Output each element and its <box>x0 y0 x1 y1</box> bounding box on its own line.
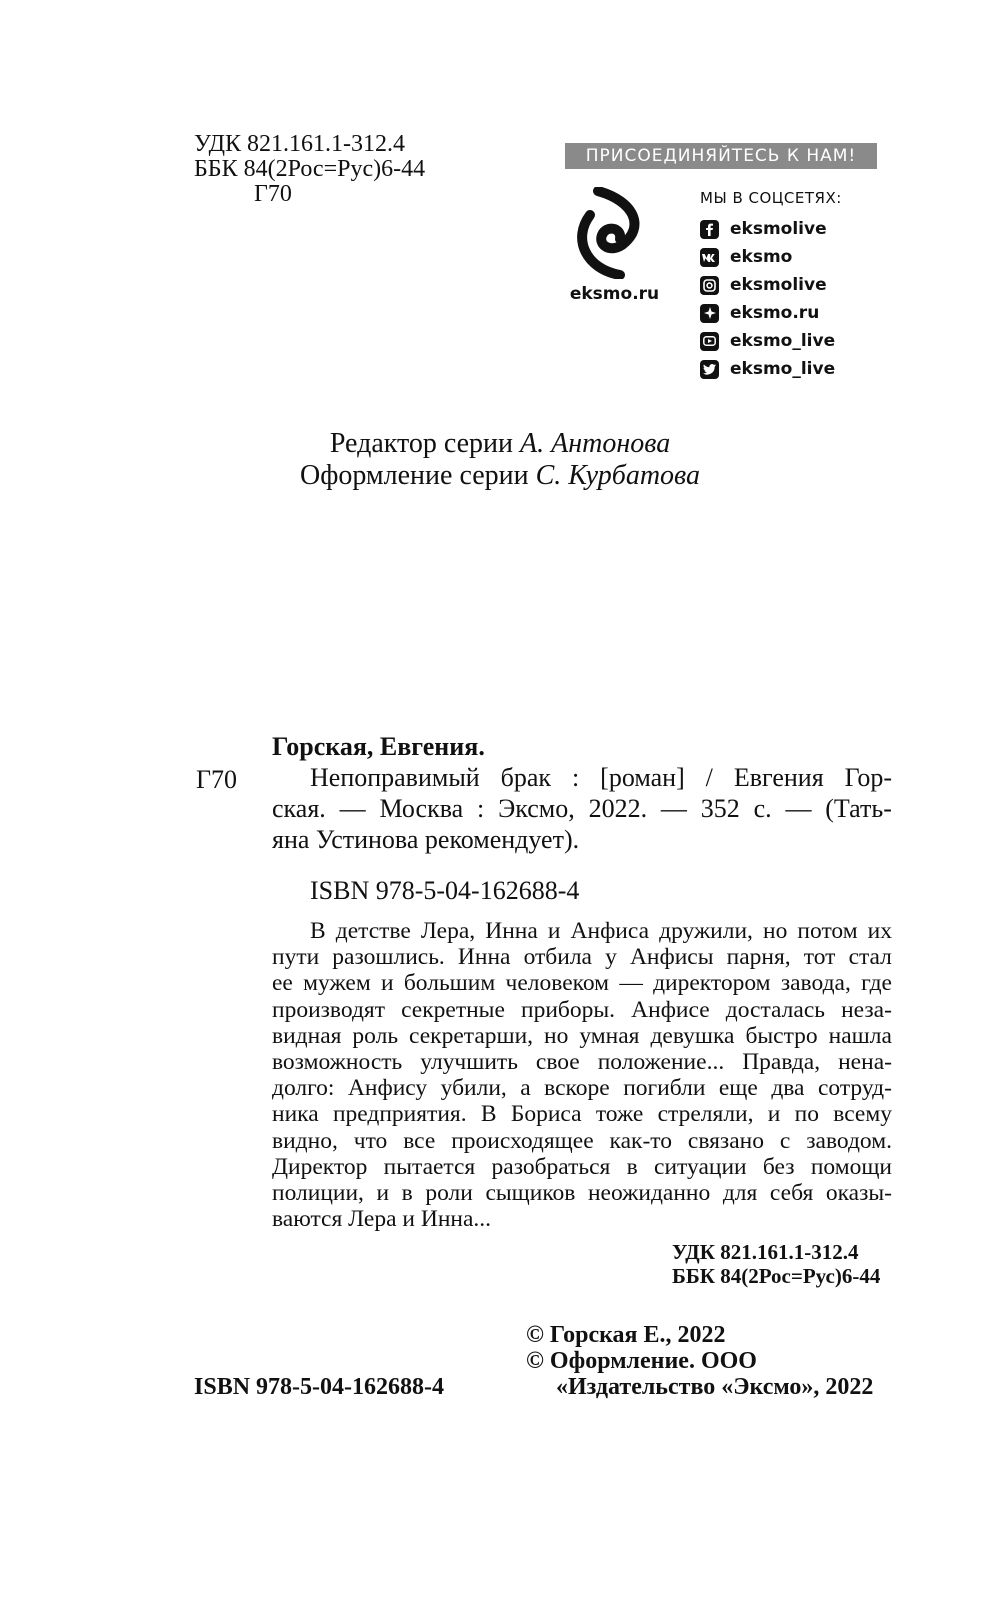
word: В <box>480 1101 497 1128</box>
annotation-line <box>272 918 892 944</box>
word: приборы. <box>521 996 616 1023</box>
word: предприятия. <box>332 1101 467 1128</box>
word: : <box>477 794 485 823</box>
social-item-eksmo[interactable] <box>700 299 835 327</box>
word: в <box>626 1153 638 1180</box>
word: : <box>572 763 580 792</box>
word: помощи <box>810 1153 892 1180</box>
word: у <box>605 944 617 971</box>
word: видно, <box>272 1127 338 1154</box>
word: убили, <box>440 1075 507 1102</box>
word: где <box>861 970 892 997</box>
series-editor-name: А. Антонова <box>520 428 671 459</box>
word: происходящее <box>451 1127 594 1154</box>
word: ника <box>272 1101 319 1128</box>
word: положение... <box>597 1049 725 1076</box>
isbn-bottom: ISBN 978-5-04-162688-4 <box>194 1374 444 1400</box>
word: оказы- <box>825 1180 892 1207</box>
word: роль <box>352 1022 399 1049</box>
social-label: eksmolive <box>730 275 827 295</box>
word: как-то <box>609 1127 672 1154</box>
word: ская. <box>272 794 326 823</box>
word: вскоре <box>544 1075 610 1102</box>
word: свое <box>535 1049 580 1076</box>
word: в <box>401 1180 413 1207</box>
word: — <box>619 970 643 997</box>
word: ситуации <box>654 1153 747 1180</box>
udk-code: УДК 821.161.1-312.4 <box>194 131 405 157</box>
word: завода, <box>780 970 851 997</box>
editors-block <box>0 428 1000 492</box>
word: полиции, <box>272 1180 364 1207</box>
word: В <box>310 918 326 944</box>
word: и <box>767 1101 781 1128</box>
word: — <box>339 794 366 823</box>
word: для <box>722 1180 758 1207</box>
word: быстро <box>745 1022 818 1049</box>
annotation-line <box>272 1101 892 1127</box>
word: все <box>403 1127 436 1154</box>
annotation-line <box>272 1128 892 1154</box>
word: Анфисы <box>629 944 714 971</box>
word: неожиданно <box>587 1180 711 1207</box>
word: но <box>763 918 788 944</box>
card-isbn: ISBN 978-5-04-162688-4 <box>310 876 580 905</box>
word: — <box>785 794 812 823</box>
word: 352 <box>700 794 740 823</box>
eksmo-logo-icon <box>576 187 648 279</box>
socials-heading: МЫ В СОЦСЕТЯХ: <box>700 189 842 207</box>
social-label: eksmo_live <box>730 331 836 351</box>
word: тот <box>803 944 836 971</box>
social-label: eksmo.ru <box>730 303 820 323</box>
word: — <box>660 794 687 823</box>
annotation-line <box>272 997 892 1023</box>
word: и <box>547 918 561 944</box>
word: Бориса <box>510 1101 582 1128</box>
word: ее <box>272 970 293 997</box>
series-editor-label: Редактор серии <box>329 428 514 459</box>
annotation-line <box>272 1023 892 1049</box>
vk-icon <box>700 248 719 267</box>
card-author: Горская, Евгения. <box>272 732 485 761</box>
word: роли <box>425 1180 473 1207</box>
classification-top <box>194 132 425 207</box>
annotation-line <box>272 1049 892 1075</box>
word: большим <box>403 970 496 997</box>
word: еще <box>718 1075 758 1102</box>
word: себя <box>769 1180 814 1207</box>
social-item-vk[interactable] <box>700 243 835 271</box>
series-editor-line <box>0 428 1000 460</box>
word: долго: <box>272 1075 335 1102</box>
eksmo-site-link[interactable]: eksmo.ru <box>569 284 660 304</box>
word: брак <box>500 763 552 792</box>
annotation-line <box>272 944 892 970</box>
eksmo-icon <box>700 304 719 323</box>
word: разобраться <box>491 1153 611 1180</box>
word: девушка <box>650 1022 735 1049</box>
bbk-code-bottom: ББК 84(2Рос=Рус)6-44 <box>672 1264 881 1288</box>
author-mark: Г70 <box>254 181 292 207</box>
word: Евгения <box>733 763 824 792</box>
social-item-instagram[interactable] <box>700 271 835 299</box>
word: возможность <box>272 1049 403 1076</box>
word: тоже <box>595 1101 644 1128</box>
word: Правда, <box>742 1049 821 1076</box>
classification-bottom <box>672 1240 880 1288</box>
socials-list <box>700 215 835 383</box>
social-item-youtube[interactable] <box>700 327 835 355</box>
word: по <box>794 1101 819 1128</box>
word: умная <box>579 1022 640 1049</box>
word: с. <box>753 794 772 823</box>
word: Москва <box>379 794 464 823</box>
instagram-icon <box>700 276 719 295</box>
word: Эксмо, <box>498 794 575 823</box>
annotation-line <box>272 1075 892 1101</box>
copyright-author: © Горская Е., 2022 <box>526 1322 726 1348</box>
word: их <box>867 918 892 944</box>
word: Лера, <box>420 918 476 944</box>
word: сотруд- <box>817 1075 892 1102</box>
word: Директор <box>272 1153 368 1180</box>
word: Инна <box>457 944 511 971</box>
word: Гор- <box>844 763 892 792</box>
word: с <box>779 1127 791 1154</box>
word: Анфису <box>347 1075 428 1102</box>
word: досталась <box>725 996 825 1023</box>
series-design-name: С. Курбатова <box>535 460 700 491</box>
bbk-code: ББК 84(2Рос=Рус)6-44 <box>194 156 426 182</box>
card-line <box>272 762 892 793</box>
word: ваются Лера и Инна... <box>272 1206 492 1233</box>
word: пытается <box>383 1153 476 1180</box>
word: / <box>705 763 713 792</box>
word: и <box>380 970 394 997</box>
social-label: eksmolive <box>730 219 827 239</box>
annotation-line <box>272 1206 892 1232</box>
word: Инна <box>485 918 538 944</box>
card-line <box>272 824 892 855</box>
udk-code-bottom: УДК 821.161.1-312.4 <box>672 1240 859 1264</box>
twitter-icon <box>700 360 719 379</box>
social-item-facebook[interactable] <box>700 215 835 243</box>
word: Анфисе <box>631 996 710 1023</box>
facebook-icon <box>700 220 719 239</box>
word: (Тать- <box>825 794 892 823</box>
social-label: eksmo_live <box>730 359 836 379</box>
series-design-line <box>0 460 1000 492</box>
word: Непоправимый <box>310 763 480 792</box>
word: разошлись. <box>332 944 445 971</box>
card-index: Г70 <box>196 765 238 794</box>
join-us-banner: ПРИСОЕДИНЯЙТЕСЬ К НАМ! <box>565 143 877 169</box>
youtube-icon <box>700 332 719 351</box>
word: директором <box>653 970 771 997</box>
word: но <box>544 1022 569 1049</box>
word: 2022. <box>588 794 648 823</box>
word: погибли <box>623 1075 706 1102</box>
annotation-line <box>272 970 892 996</box>
word: нашла <box>828 1022 892 1049</box>
annotation <box>272 918 892 1232</box>
word: парня, <box>726 944 791 971</box>
word: мужем <box>303 970 371 997</box>
word: отбила <box>523 944 592 971</box>
word: секретарши, <box>409 1022 534 1049</box>
word: видная <box>272 1022 342 1049</box>
copyright-publisher: «Издательство «Эксмо», 2022 <box>556 1374 874 1400</box>
word: улучшить <box>420 1049 518 1076</box>
word: дружили, <box>659 918 753 944</box>
word: человеком <box>505 970 610 997</box>
word: пути <box>272 944 320 971</box>
word: секретные <box>401 996 505 1023</box>
word: без <box>762 1153 795 1180</box>
card-description <box>272 762 892 855</box>
social-item-twitter[interactable] <box>700 355 835 383</box>
word: а <box>520 1075 531 1102</box>
word: неза- <box>841 996 892 1023</box>
word: стреляли, <box>657 1101 754 1128</box>
card-line <box>272 793 892 824</box>
word: Анфиса <box>570 918 650 944</box>
copyright-block <box>526 1322 873 1400</box>
word: два <box>771 1075 805 1102</box>
word: нена- <box>838 1049 892 1076</box>
series-design-label: Оформление серии <box>299 460 529 491</box>
annotation-line <box>272 1180 892 1206</box>
word: яна Устинова рекомендует). <box>272 825 580 854</box>
word: [роман] <box>600 763 685 792</box>
word: заводом. <box>806 1127 892 1154</box>
social-label: eksmo <box>730 247 793 267</box>
word: детстве <box>335 918 411 944</box>
word: производят <box>272 996 385 1023</box>
copyright-design: © Оформление. ООО <box>526 1348 757 1374</box>
word: стал <box>848 944 892 971</box>
word: всему <box>833 1101 892 1128</box>
word: потом <box>797 918 858 944</box>
word: что <box>353 1127 388 1154</box>
word: и <box>376 1180 390 1207</box>
word: сыщиков <box>485 1180 576 1207</box>
word: связано <box>687 1127 764 1154</box>
annotation-line <box>272 1154 892 1180</box>
